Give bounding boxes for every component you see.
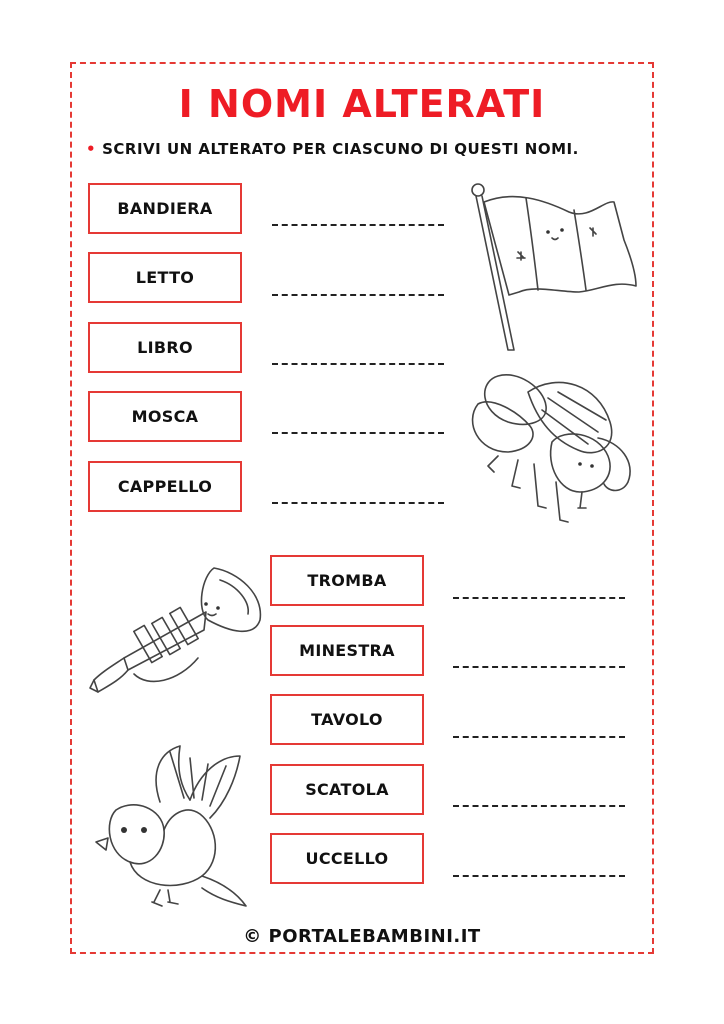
fly-illustration	[468, 362, 638, 532]
flag-pole-knob	[472, 184, 484, 196]
flag-eye	[560, 228, 564, 232]
fly-legs	[488, 456, 568, 522]
bird-wing	[156, 746, 190, 802]
bird-tail	[202, 876, 246, 906]
flag-smile	[552, 238, 558, 240]
word-box: LETTO	[88, 252, 242, 303]
bird-beak	[96, 838, 108, 850]
fly-proboscis	[578, 492, 586, 508]
flag-illustration	[464, 180, 640, 356]
footer-copyright: © PORTALEBAMBINI.IT	[243, 926, 481, 947]
answer-line[interactable]	[453, 666, 625, 668]
word-box: LIBRO	[88, 322, 242, 373]
answer-line[interactable]	[272, 432, 444, 434]
word-box: TAVOLO	[270, 694, 424, 745]
answer-line[interactable]	[272, 224, 444, 226]
answer-line[interactable]	[272, 363, 444, 365]
fly-stripes	[542, 392, 606, 444]
bullet-icon: •	[86, 140, 97, 158]
instruction	[86, 140, 646, 158]
bird-eye	[141, 827, 147, 833]
answer-line[interactable]	[453, 597, 625, 599]
answer-line[interactable]	[272, 294, 444, 296]
trumpet-illustration	[88, 562, 268, 712]
answer-line[interactable]	[453, 875, 625, 877]
fly-wing	[485, 375, 546, 424]
fly-wing	[473, 402, 533, 452]
word-box: TROMBA	[270, 555, 424, 606]
trumpet-mouthpiece	[94, 658, 128, 692]
flag-hand	[517, 252, 525, 260]
trumpet-bell	[201, 568, 260, 631]
bird-illustration	[90, 742, 258, 910]
page-title: I NOMI ALTERATI	[178, 82, 546, 126]
fly-pupil	[578, 462, 582, 466]
flag-pole	[476, 196, 514, 350]
word-box: CAPPELLO	[88, 461, 242, 512]
word-box: BANDIERA	[88, 183, 242, 234]
fly-pupil	[590, 464, 594, 468]
bird-head	[109, 805, 164, 864]
flag-hand	[590, 228, 596, 236]
word-box: SCATOLA	[270, 764, 424, 815]
trumpet-smile	[208, 614, 216, 616]
trumpet-bell-rim	[220, 580, 248, 614]
flag-eye	[546, 230, 550, 234]
word-box: MINESTRA	[270, 625, 424, 676]
trumpet-eye	[204, 602, 208, 606]
instruction-text: SCRIVI UN ALTERATO PER CIASCUNO DI QUESTI NOMI.	[102, 140, 579, 158]
bird-body	[130, 810, 215, 885]
answer-line[interactable]	[453, 736, 625, 738]
answer-line[interactable]	[453, 805, 625, 807]
word-box: UCCELLO	[270, 833, 424, 884]
flag-stripes	[526, 198, 586, 290]
flag-cloth	[484, 197, 636, 295]
answer-line[interactable]	[272, 502, 444, 504]
trumpet-eye	[216, 606, 220, 610]
bird-wing	[190, 756, 240, 818]
bird-eye	[121, 827, 127, 833]
bird-feet	[152, 890, 178, 906]
word-box: MOSCA	[88, 391, 242, 442]
